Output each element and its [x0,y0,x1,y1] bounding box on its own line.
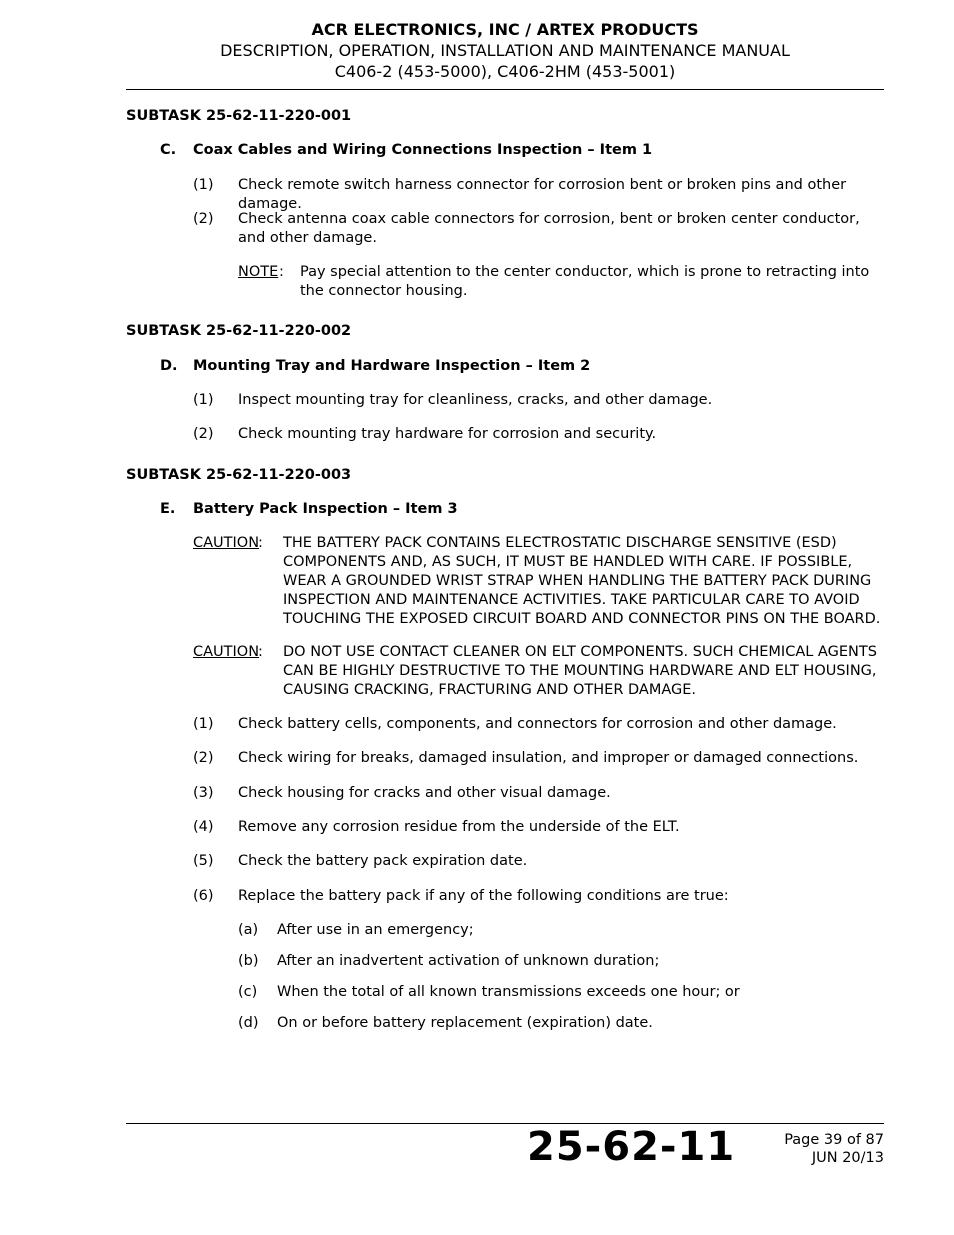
substep-text: On or before battery replacement (expiration) date. [277,1015,653,1031]
substep-letter: (b) [238,953,259,969]
caution-text: DO NOT USE CONTACT CLEANER ON ELT COMPONENTS. SUCH CHEMICAL AGENTS CAN BE HIGHLY DESTRUCTIVE TO THE MOUNTING HARDWARE AND ELT HOUSING, CAUSING CRACKING, FRACTURING AND OTHER DAMAGE. [283,644,877,698]
footer-divider [126,1123,884,1124]
caution-label: CAUTION [193,535,260,551]
step-text: Remove any corrosion residue from the underside of the ELT. [238,819,680,835]
caution-colon: : [258,535,263,551]
step-number: (3) [193,785,214,801]
step-number: (2) [193,750,214,766]
subtask-heading: SUBTASK 25-62-11-220-002 [126,323,352,339]
header-company: ACR ELECTRONICS, INC / ARTEX PRODUCTS [311,20,699,39]
step-number: (2) [193,426,214,442]
substep-text: When the total of all known transmissions exceeds one hour; or [277,984,740,1000]
step-number: (1) [193,716,214,732]
step-text: Check the battery pack expiration date. [238,853,528,869]
step-number: (6) [193,888,214,904]
page-info [784,1131,884,1167]
revision-date: JUN 20/13 [811,1150,884,1166]
caution-label: CAUTION [193,644,260,660]
caution-colon: : [258,644,263,660]
subtask-heading: SUBTASK 25-62-11-220-003 [126,467,352,483]
step-number: (1) [193,177,214,193]
section-letter: C. [160,142,177,158]
document-code: 25-62-11 [527,1124,736,1170]
step-text: Check housing for cracks and other visual damage. [238,785,611,801]
substep-letter: (c) [238,984,258,1000]
step-number: (4) [193,819,214,835]
subtask-heading: SUBTASK 25-62-11-220-001 [126,108,352,124]
section-letter: D. [160,358,178,374]
step-number: (5) [193,853,214,869]
step-text: Check antenna coax cable connectors for corrosion, bent or broken center conductor, and other damage. [238,211,860,246]
section-title: Mounting Tray and Hardware Inspection – Item 2 [193,358,591,374]
step-text: Check wiring for breaks, damaged insulation, and improper or damaged connections. [238,750,859,766]
step-text: Replace the battery pack if any of the following conditions are true: [238,888,729,904]
note-colon: : [279,264,284,280]
step-text: Check remote switch harness connector for corrosion bent or broken pins and other damage. [238,177,847,212]
page-number: Page 39 of 87 [784,1132,884,1148]
caution-text: THE BATTERY PACK CONTAINS ELECTROSTATIC DISCHARGE SENSITIVE (ESD) COMPONENTS AND, AS SUCH, IT MUST BE HANDLED WITH CARE. IF POSSIBLE, WEAR A GROUNDED WRIST STRAP WHEN HANDLING THE BATTERY PACK DURING INSPECTION AND MAINTENANCE ACTIVITIES. TAKE PARTICULAR CARE TO AVOID TOUCHING THE EXPOSED CIRCUIT BOARD AND CONNECTOR PINS ON THE BOARD. [283,535,881,627]
substep-text: After use in an emergency; [277,922,474,938]
substep-letter: (d) [238,1015,259,1031]
header-manual-title: DESCRIPTION, OPERATION, INSTALLATION AND MAINTENANCE MANUAL [220,41,790,60]
section-title: Battery Pack Inspection – Item 3 [193,501,458,517]
step-text: Check battery cells, components, and connectors for corrosion and other damage. [238,716,837,732]
section-title: Coax Cables and Wiring Connections Inspection – Item 1 [193,142,653,158]
note-text: Pay special attention to the center conductor, which is prone to retracting into the connector housing. [300,264,870,299]
step-number: (2) [193,211,214,227]
note-label: NOTE [238,264,279,280]
substep-text: After an inadvertent activation of unknown duration; [277,953,660,969]
step-text: Inspect mounting tray for cleanliness, cracks, and other damage. [238,392,713,408]
step-number: (1) [193,392,214,408]
substep-letter: (a) [238,922,259,938]
header-divider [126,89,884,90]
header-models: C406-2 (453-5000), C406-2HM (453-5001) [334,62,676,81]
step-text: Check mounting tray hardware for corrosion and security. [238,426,657,442]
section-letter: E. [160,501,176,517]
